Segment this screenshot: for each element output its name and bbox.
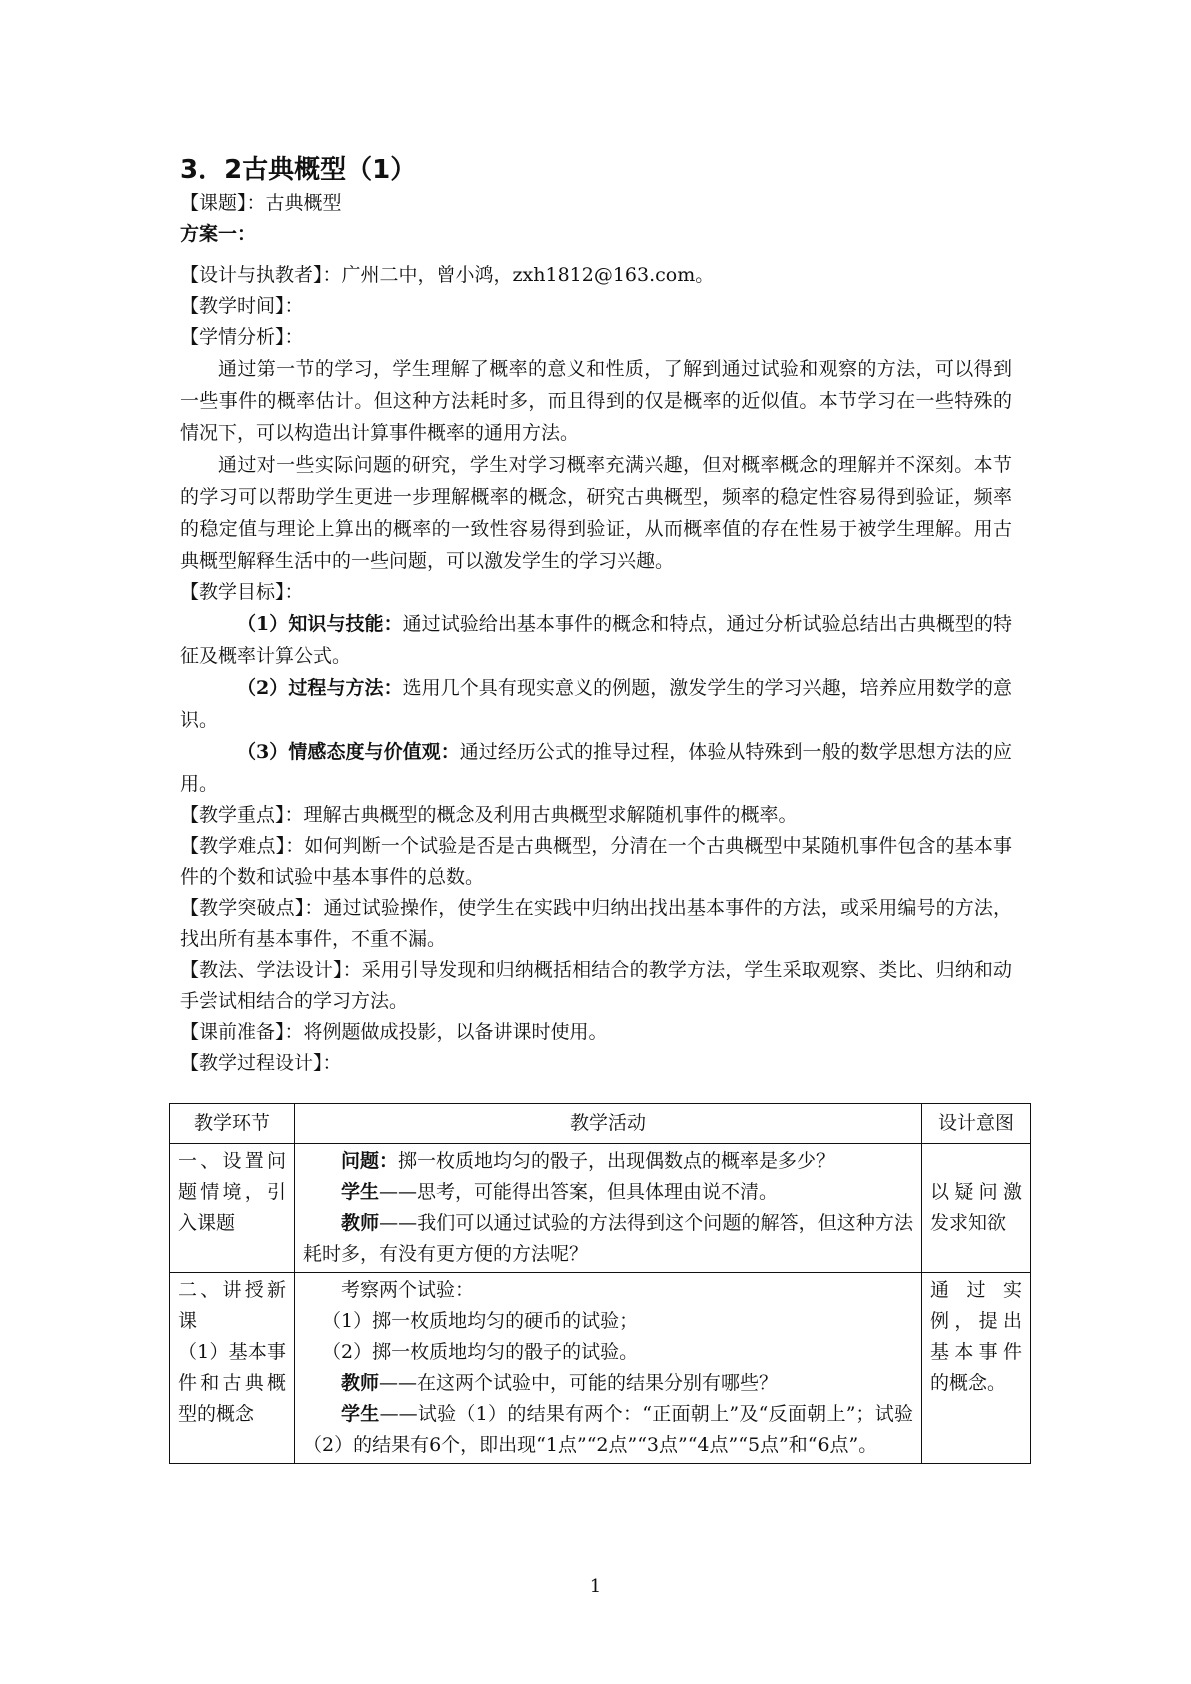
table-row (170, 1273, 1031, 1464)
teaching-time-label: 【教学时间】 (180, 295, 285, 317)
topic-value: ：古典概型 (246, 192, 342, 214)
process-value: ： (322, 1052, 342, 1074)
teacher-text: ——在这两个试验中，可能的结果分别有哪些？ (379, 1372, 779, 1394)
teacher-text: ——我们可以通过试验的方法得到这个问题的解答，但这种方法耗时多，有没有更方便的方法呢？ (303, 1212, 913, 1265)
question-text: 掷一枚质地均匀的骰子，出现偶数点的概率是多少？ (398, 1150, 836, 1172)
key-point-line (180, 800, 1012, 831)
goals-label: 【教学目标】 (180, 581, 285, 603)
student-head: 学生 (341, 1403, 380, 1425)
topic-line (180, 188, 1012, 219)
stage-cell (170, 1273, 295, 1464)
student-analysis-value: ： (284, 326, 304, 348)
goal-text: 选用几个具有现实意义的例题，激发学生的学习兴趣，培养应用数学的意识。 (180, 677, 1012, 731)
breakthrough-value: ：通过试验操作，使学生在实践中归纳出找出基本事件的方法，或采用编号的方法，找出所有基本事件，不重不漏。 (180, 897, 1012, 950)
plan-label: 方案一： (180, 223, 257, 245)
designer-line (180, 260, 1012, 291)
intent-cell: 以疑问激发求知欲 (922, 1144, 1031, 1273)
activity-cell (295, 1273, 922, 1464)
activity-line (303, 1399, 913, 1461)
goal-head: （2）过程与方法： (237, 677, 403, 699)
goal-item (180, 608, 1012, 672)
stage-cell: 一、设置问题情境，引入课题 (170, 1144, 295, 1273)
student-analysis-line (180, 322, 1012, 353)
key-point-label: 【教学重点】 (180, 804, 285, 826)
preparation-line (180, 1017, 1012, 1048)
lesson-process-table (169, 1103, 1031, 1464)
analysis-paragraph: 通过第一节的学习，学生理解了概率的意义和性质，了解到通过试验和观察的方法，可以得到一些事件的概率估计。但这种方法耗时多，而且得到的仅是概率的近似值。本节学习在一些特殊的情况下，可以构造出计算事件概率的通用方法。 (180, 358, 1012, 444)
header-intent: 设计意图 (922, 1104, 1031, 1144)
table-header-row (170, 1104, 1031, 1144)
teacher-head: 教师 (341, 1372, 380, 1394)
analysis-paragraph: 通过对一些实际问题的研究，学生对学习概率充满兴趣，但对概率概念的理解并不深刻。本节的学习可以帮助学生更进一步理解概率的概念，研究古典概型，频率的稳定性容易得到验证，频率的稳定值与理论上算出的概率的一致性容易得到验证，从而概率值的存在性易于被学生理解。用古典概型解释生活中的一些问题，可以激发学生的学习兴趣。 (180, 454, 1012, 572)
goal-text: 通过试验给出基本事件的概念和特点，通过分析试验总结出古典概型的特征及概率计算公式。 (180, 613, 1012, 667)
student-text: ——思考，可能得出答案，但具体理由说不清。 (379, 1181, 779, 1203)
teacher-head: 教师 (341, 1212, 380, 1234)
preparation-value: ：将例题做成投影，以备讲课时使用。 (284, 1021, 608, 1043)
activity-cell (295, 1144, 922, 1273)
teaching-time-line (180, 291, 1012, 322)
topic-label: 【课题】 (180, 192, 247, 214)
goal-text: 通过经历公式的推导过程，体验从特殊到一般的数学思想方法的应用。 (180, 741, 1012, 795)
designer-value: ：广州二中，曾小鸿，zxh1812@163.com。 (322, 264, 715, 286)
activity-line (303, 1146, 913, 1177)
goals-value: ： (284, 581, 304, 603)
process-label: 【教学过程设计】 (180, 1052, 323, 1074)
goal-item (180, 672, 1012, 736)
activity-line: （2）掷一枚质地均匀的骰子的试验。 (322, 1341, 639, 1363)
stage-subtitle: （1）基本事件和古典概型的概念 (178, 1341, 286, 1425)
student-text: ——试验（1）的结果有两个：“正面朝上”及“反面朝上”；试验（2）的结果有6个，即出现“1点”“2点”“3点”“4点”“5点”和“6点”。 (303, 1403, 913, 1456)
activity-line (303, 1208, 913, 1270)
process-line (180, 1048, 1012, 1079)
activity-line (303, 1368, 913, 1399)
goal-head: （3）情感态度与价值观： (237, 741, 460, 763)
table-row (170, 1144, 1031, 1273)
stage-title: 二、讲授新课 (178, 1279, 286, 1332)
page-title: 3．2古典概型（1） (180, 155, 417, 185)
goal-item (180, 736, 1012, 800)
difficulty-line (180, 831, 1012, 893)
difficulty-value: ：如何判断一个试验是否是古典概型，分清在一个古典概型中某随机事件包含的基本事件的个数和试验中基本事件的总数。 (180, 835, 1012, 888)
student-head: 学生 (341, 1181, 380, 1203)
methods-value: ：采用引导发现和归纳概括相结合的教学方法，学生采取观察、类比、归纳和动手尝试相结合的学习方法。 (180, 959, 1012, 1012)
methods-line (180, 955, 1012, 1017)
goals-line (180, 577, 1012, 608)
intent-cell: 通过实例，提出基本事件的概念。 (922, 1273, 1031, 1464)
breakthrough-line (180, 893, 1012, 955)
methods-label: 【教法、学法设计】 (180, 959, 343, 981)
designer-label: 【设计与执教者】 (180, 264, 323, 286)
header-stage: 教学环节 (170, 1104, 295, 1144)
page-number: 1 (589, 1576, 602, 1597)
student-analysis-label: 【学情分析】 (180, 326, 285, 348)
key-point-value: ：理解古典概型的概念及利用古典概型求解随机事件的概率。 (284, 804, 798, 826)
document-body (180, 152, 1012, 1079)
difficulty-label: 【教学难点】 (180, 835, 286, 857)
activity-line: 考察两个试验： (341, 1279, 475, 1301)
question-head: 问题： (341, 1150, 399, 1172)
goal-head: （1）知识与技能： (237, 613, 403, 635)
activity-line (303, 1177, 913, 1208)
header-activity: 教学活动 (295, 1104, 922, 1144)
preparation-label: 【课前准备】 (180, 1021, 285, 1043)
breakthrough-label: 【教学突破点】 (180, 897, 305, 919)
activity-line: （1）掷一枚质地均匀的硬币的试验； (322, 1310, 639, 1332)
teaching-time-value: ： (284, 295, 304, 317)
